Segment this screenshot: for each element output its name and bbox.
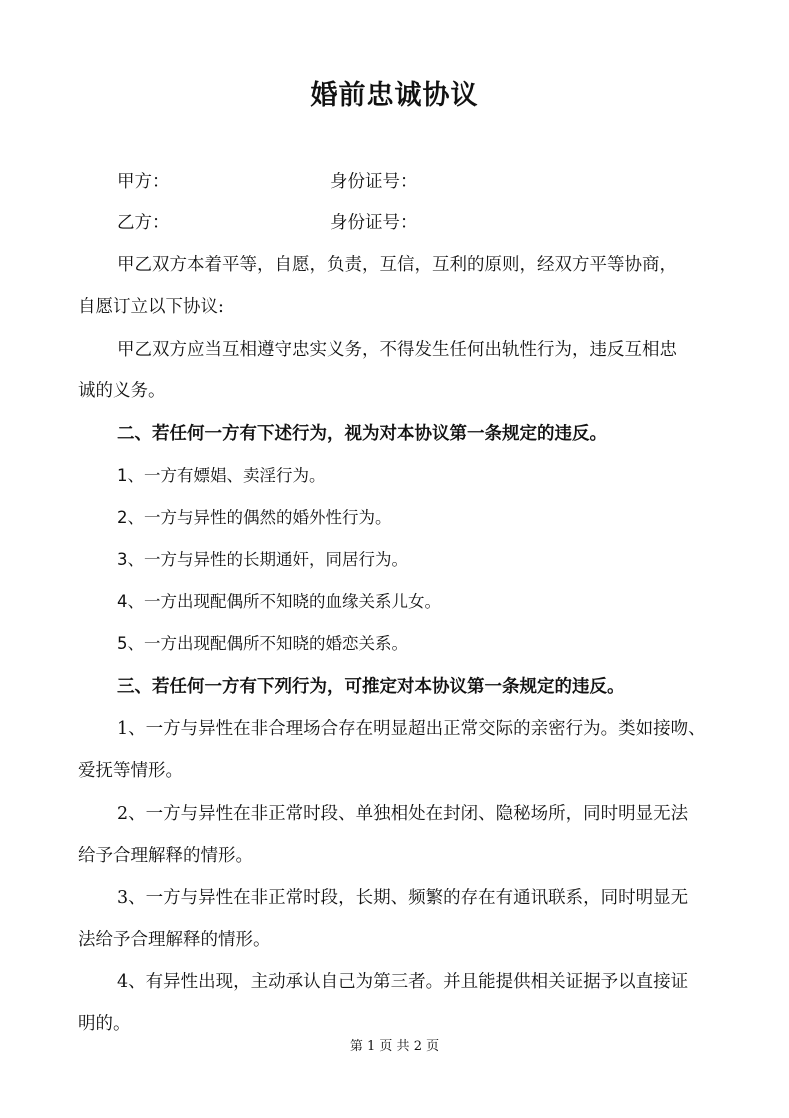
- section3-item3-line-1: 3、一方与异性在非正常时段，长期、频繁的存在有通讯联系，同时明显无: [117, 888, 689, 908]
- section3-item2-line-2: 给予合理解释的情形。: [78, 846, 253, 866]
- intro-paragraph-line-2: 自愿订立以下协议:: [78, 297, 224, 317]
- party-b-id-label: 身份证号：: [330, 213, 418, 233]
- section3-item1-line-2: 爱抚等情形。: [78, 761, 183, 781]
- section2-item: 3、一方与异性的长期通奸，同居行为。: [117, 550, 408, 569]
- section3-item3-line-2: 法给予合理解释的情形。: [78, 930, 271, 950]
- section2-item: 1、一方有嫖娼、卖淫行为。: [117, 466, 326, 485]
- party-b-label: 乙方：: [117, 213, 170, 233]
- clause1-paragraph-line-1: 甲乙双方应当互相遵守忠实义务，不得发生任何出轨性行为，违反互相忠: [117, 340, 677, 360]
- section3-item2-line-1: 2、一方与异性在非正常时段、单独相处在封闭、隐秘场所，同时明显无法: [117, 804, 689, 824]
- page-indicator: 第 1 页 共 2 页: [349, 1039, 440, 1054]
- section2-item: 4、一方出现配偶所不知晓的血缘关系儿女。: [117, 592, 441, 611]
- section3-item4-line-1: 4、有异性出现，主动承认自己为第三者。并且能提供相关证据予以直接证: [117, 972, 689, 992]
- document-title: 婚前忠诚协议: [310, 80, 479, 111]
- party-a-id-label: 身份证号：: [330, 172, 418, 192]
- section3-heading: 三、若任何一方有下列行为，可推定对本协议第一条规定的违反。: [117, 677, 625, 697]
- intro-paragraph-line-1: 甲乙双方本着平等，自愿，负责，互信，互利的原则，经双方平等协商，: [117, 255, 677, 275]
- section2-heading: 二、若任何一方有下述行为，视为对本协议第一条规定的违反。: [117, 424, 607, 444]
- section2-item: 5、一方出现配偶所不知晓的婚恋关系。: [117, 634, 408, 653]
- section2-item: 2、一方与异性的偶然的婚外性行为。: [117, 508, 392, 527]
- section3-item4-line-2: 明的。: [78, 1014, 131, 1034]
- party-a-label: 甲方：: [117, 172, 170, 192]
- section3-item1-line-1: 1、一方与异性在非合理场合存在明显超出正常交际的亲密行为。类如接吻、: [117, 719, 706, 739]
- clause1-paragraph-line-2: 诚的义务。: [78, 381, 166, 401]
